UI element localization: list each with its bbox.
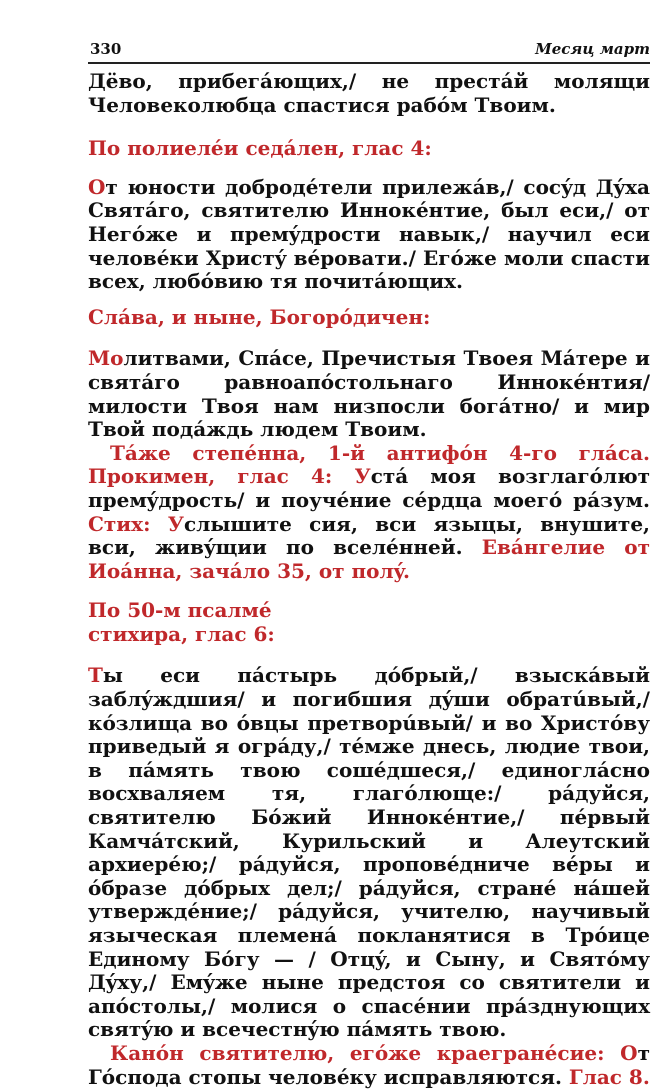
heading-sedalen: По полиелéи седáлен, глас 4: <box>88 136 432 161</box>
heading-bogorodichen: Слáва, и ныне, Богорóдичен: <box>88 304 431 329</box>
rubric-text: Канóн святителю, егóже краегранéсие: О <box>110 1040 638 1065</box>
paragraph-1: Дёво, прибегáющих,/ не престáй молящи Человеколюбца спастися рабóм Твоим. <box>88 69 650 117</box>
book-page <box>88 38 650 1089</box>
paragraph-text: т юности добродéтели прилежáв,/ сосýд Дýха Святáго, святителю Иннокéнтие, был еси,/ от Негóже и премýдрости навык,/ научил еси человéки Христý вéровати./ Егóже моли спасти всех, любóвию тя почитáющих. <box>88 174 650 294</box>
running-title: Месяц март <box>535 40 650 58</box>
paragraph-text: ы еси пáстырь дóбрый,/ взыскáвый заблýждшия/ и погибшия дýши обратúвый,/ кóзлища во óвцы претворúвый/ и во Христóву приведый я огрáду,/ тéмже днесь, людие твои, в пáмять твою сошéдшеся,/ единоглáсно восхваляем тя, глагóлюще:/ рáдуйся, святителю Бóжий Иннокéнтие,/ пéрвый Камчáтский, Курильский и Алеутский архиерéю;/ рáдуйся, проповéдниче вéры и óбразе дóбрых дел;/ рáдуйся, странé нáшей утверждéние;/ рáдуйся, учителю, научивый языческая племенá покланятися в Трóице Единому Бóгу — / Отцý, и Сыну, и Святóму Дýху,/ Емýже ныне предстоя со святители и апóстолы,/ молися о спасéнии прáзднующих святýю и всечестнýю пáмять твою. <box>88 663 650 1042</box>
paragraph-stihira <box>88 664 650 1042</box>
rubric-text: Тáже степéнна, 1-й антифóн 4-го глáса. Прокимен, глас 4: У <box>88 440 650 489</box>
paragraph-text: литвами, Спáсе, Пречистыя Твоея Мáтере и святáго равноапóстольнаго Иннокéнтия/ милости Твоя нам низпосли богáтно/ и мир Твой подáждь людем Твоим. <box>88 346 650 442</box>
rubric-text: Евáнгелие от Иоáнна, зачáло 35, от полý. <box>88 535 650 583</box>
page-number: 330 <box>90 40 122 58</box>
initial-letter: Мо <box>88 346 124 371</box>
paragraph-text: слышите сия, вси языцы, внушите, вси, живýщии по вселéнней. <box>88 511 651 560</box>
page-header <box>88 38 650 60</box>
paragraph-kanon <box>88 1042 650 1089</box>
initial-letter: Т <box>88 663 103 688</box>
paragraph-prokimen <box>88 442 650 584</box>
paragraph-bogorodichen <box>88 347 650 441</box>
heading-line: По 50-м псалмé <box>88 598 272 623</box>
rubric-text: Стих: У <box>88 511 185 536</box>
rubric-text: Глас 8. <box>568 1064 650 1089</box>
initial-letter: О <box>88 174 106 199</box>
paragraph-text: стá моя возглагóлют премýдрость/ и поучéние сéрдца моегó рáзум. <box>88 464 650 512</box>
paragraph-sedalen <box>88 176 650 294</box>
paragraph-text: т Гóспода стопы человéку исправляются. <box>88 1040 650 1089</box>
header-rule <box>88 62 650 64</box>
heading-stihira <box>88 599 650 646</box>
heading-line: стихира, глас 6: <box>88 621 275 646</box>
